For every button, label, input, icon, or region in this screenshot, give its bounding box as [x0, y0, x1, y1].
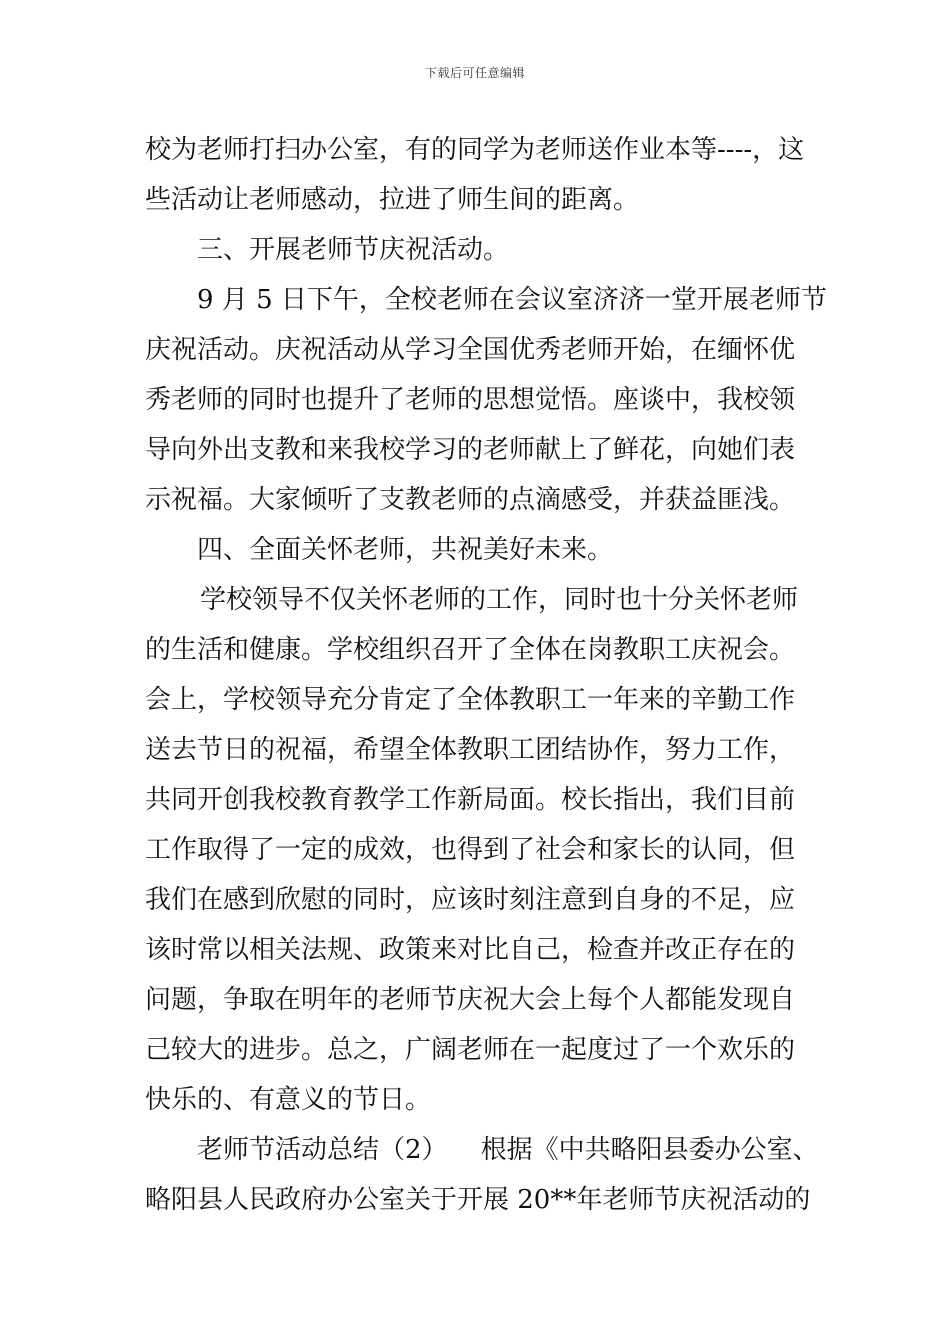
text-line: 略阳县人民政府办公室关于开展 20**年老师节庆祝活动的: [145, 1185, 811, 1215]
text-line: 校为老师打扫办公室，有的同学为老师送作业本等----，这: [145, 135, 805, 165]
text-line: 导向外出支教和来我校学习的老师献上了鲜花，向她们表: [145, 435, 796, 465]
text-line: 送去节日的祝福，希望全体教职工团结协作，努力工作，: [145, 735, 796, 765]
text-line: 庆祝活动。庆祝活动从学习全国优秀老师开始，在缅怀优: [145, 335, 796, 365]
text-line: 该时常以相关法规、政策来对比自己，检查并改正存在的: [145, 935, 796, 965]
section-heading-3: 三、开展老师节庆祝活动。: [197, 235, 510, 265]
section-heading-4: 四、全面关怀老师，共祝美好未来。: [197, 535, 614, 565]
text-line: 工作取得了一定的成效，也得到了社会和家长的认同，但: [145, 835, 796, 865]
text-line: 的生活和健康。学校组织召开了全体在岗教职工庆祝会。: [145, 635, 796, 665]
text-line: 9 月 5 日下午，全校老师在会议室济济一堂开展老师节: [197, 285, 827, 315]
text-line: 学校领导不仅关怀老师的工作，同时也十分关怀老师: [200, 585, 799, 615]
summary-title-line: 老师节活动总结（2） 根据《中共略阳县委办公室、: [197, 1135, 819, 1165]
text-line: 问题，争取在明年的老师节庆祝大会上每个人都能发现自: [145, 985, 796, 1015]
text-line: 会上，学校领导充分肯定了全体教职工一年来的辛勤工作: [145, 685, 796, 715]
text-line: 我们在感到欣慰的同时，应该时刻注意到自身的不足，应: [145, 885, 796, 915]
text-line: 己较大的进步。总之，广阔老师在一起度过了一个欢乐的: [145, 1035, 796, 1065]
text-line: 秀老师的同时也提升了老师的思想觉悟。座谈中，我校领: [145, 385, 796, 415]
text-line: 些活动让老师感动，拉进了师生间的距离。: [145, 185, 640, 215]
text-line: 共同开创我校教育教学工作新局面。校长指出，我们目前: [145, 785, 796, 815]
text-line: 示祝福。大家倾听了支教老师的点滴感受，并获益匪浅。: [145, 485, 796, 515]
text-line: 快乐的、有意义的节日。: [145, 1085, 432, 1115]
page-header-note: 下载后可任意编辑: [424, 66, 525, 80]
